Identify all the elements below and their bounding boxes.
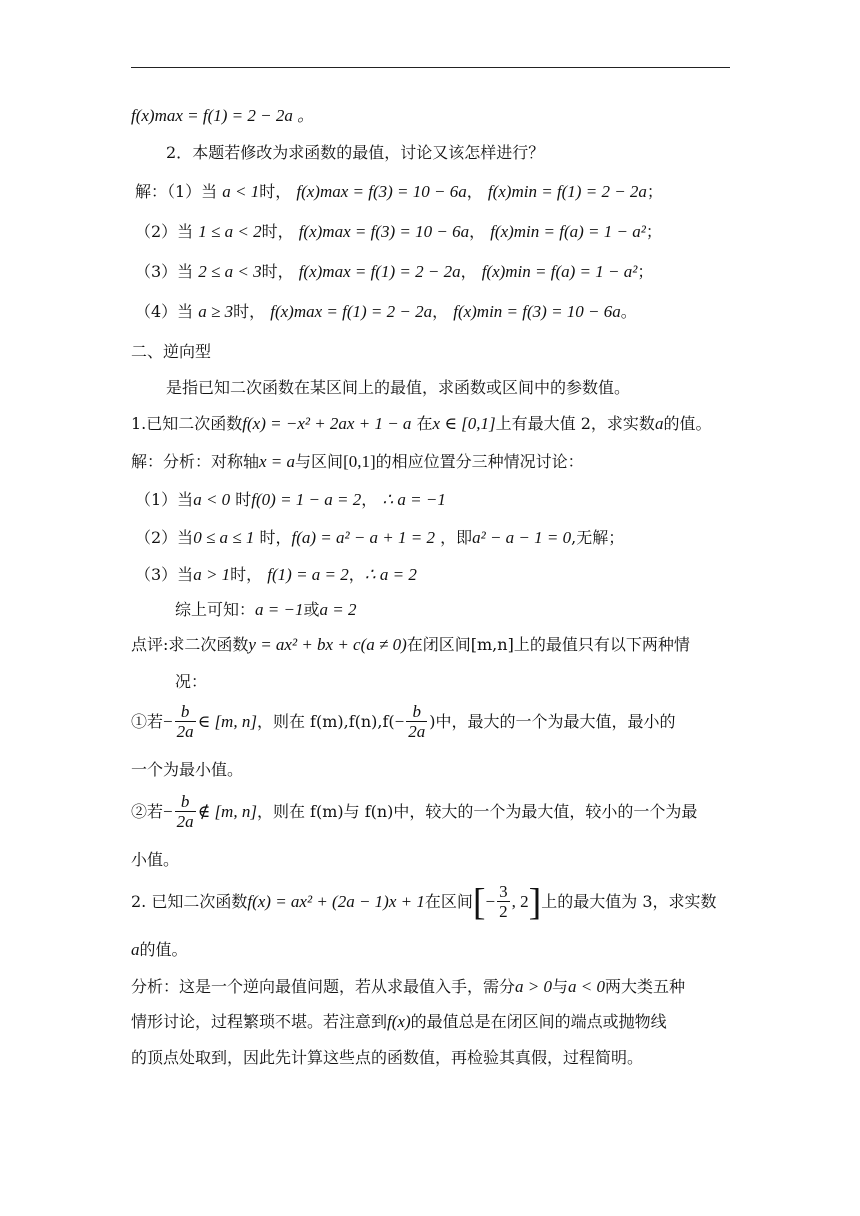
formula-min: f(x)min = f(a) = 1 − a² bbox=[490, 222, 646, 241]
text: 与区间 bbox=[295, 452, 344, 471]
text: 。 bbox=[620, 302, 637, 321]
case-condition: a > 1 bbox=[193, 565, 231, 584]
case-label: （3）当 bbox=[135, 262, 194, 281]
text: 况： bbox=[175, 672, 208, 691]
case-condition: a < 0 bbox=[193, 490, 231, 509]
minus-sign: − bbox=[163, 712, 173, 731]
section-title: 二、逆向型 bbox=[131, 342, 212, 361]
text-line-3 bbox=[135, 180, 663, 204]
formula: [0,1] bbox=[343, 452, 376, 471]
minus-sign: − bbox=[485, 892, 496, 911]
text: 上的最大值为 3，求实数 bbox=[541, 892, 717, 911]
text-line-10 bbox=[131, 450, 584, 474]
formula: a = 2 bbox=[319, 600, 357, 619]
fraction-b-2a bbox=[175, 793, 196, 832]
text: ，则在 f(m),f(n),f( bbox=[256, 712, 395, 731]
numerator: b bbox=[175, 703, 196, 722]
formula: f(1) = a = 2 bbox=[267, 565, 349, 584]
denominator: 2a bbox=[176, 722, 194, 741]
text: 解：分析：对称轴 bbox=[131, 452, 260, 471]
formula-max: f(x)max = f(1) = 2 − 2a bbox=[270, 302, 433, 321]
case-condition: 1 ≤ a < 2 bbox=[198, 222, 262, 241]
text: ； bbox=[645, 222, 662, 241]
text: 综上可知： bbox=[175, 600, 256, 619]
variable: a bbox=[654, 414, 664, 433]
text: ， bbox=[469, 222, 486, 241]
text-line-24 bbox=[131, 1010, 667, 1034]
text-line-17 bbox=[131, 702, 676, 742]
case-label: （4）当 bbox=[135, 302, 194, 321]
right-bracket: ] bbox=[528, 881, 542, 924]
text: ， bbox=[466, 182, 483, 201]
text: 的值。 bbox=[139, 940, 188, 959]
text: 的相应位置分三种情况讨论： bbox=[375, 452, 584, 471]
text: ， bbox=[460, 262, 477, 281]
left-bracket: [ bbox=[472, 881, 486, 924]
text-line-22 bbox=[131, 938, 188, 962]
fraction-b-2a bbox=[406, 703, 427, 742]
text-line-25 bbox=[131, 1046, 643, 1070]
text: 分析：这是一个逆向最值问题，若从求最值入手，需分 bbox=[131, 977, 516, 996]
denominator: 2a bbox=[176, 812, 194, 831]
formula: y = ax² + bx + c(a ≠ 0) bbox=[248, 635, 407, 654]
text: 或 bbox=[303, 600, 320, 619]
text: ， bbox=[361, 490, 378, 509]
text-line-21 bbox=[131, 880, 717, 924]
case-label: （1）当 bbox=[135, 490, 194, 509]
text: 情形讨论，过程繁琐不堪。若注意到 bbox=[131, 1012, 388, 1031]
case-label: （2）当 bbox=[135, 528, 194, 547]
case-label: 解：（1）当 bbox=[135, 182, 218, 201]
text: 与 bbox=[552, 977, 569, 996]
formula: f(x) = −x² + 2ax + 1 − a bbox=[242, 414, 412, 433]
numerator: b bbox=[406, 703, 427, 722]
formula: f(x) = ax² + (2a − 1)x + 1 bbox=[247, 892, 425, 911]
numerator: 3 bbox=[499, 882, 508, 901]
case-condition: 2 ≤ a < 3 bbox=[198, 262, 262, 281]
numerator: b bbox=[175, 793, 196, 812]
formula-min: f(x)min = f(3) = 10 − 6a bbox=[453, 302, 621, 321]
paragraph: 是指已知二次函数在某区间上的最值，求函数或区间中的参数值。 bbox=[166, 378, 631, 397]
text-line-23 bbox=[131, 975, 685, 999]
text-line-15 bbox=[131, 633, 690, 657]
text: 一个为最小值。 bbox=[131, 760, 244, 779]
text-line-6 bbox=[135, 300, 637, 324]
text: ，即 bbox=[440, 528, 473, 547]
text-line-9 bbox=[131, 412, 711, 436]
text-line-13 bbox=[135, 563, 417, 587]
text: 的值。 bbox=[663, 414, 712, 433]
text: 点评:求二次函数 bbox=[131, 635, 249, 654]
question-text: 本题若修改为求函数的最值，讨论又该怎样进行？ bbox=[192, 143, 545, 162]
text: 时， bbox=[259, 182, 292, 201]
fraction-3-2 bbox=[497, 883, 510, 922]
text: 两大类五种 bbox=[605, 977, 686, 996]
formula: x ∈ [0,1] bbox=[432, 414, 496, 433]
text: 在 bbox=[416, 414, 433, 433]
text-line-4 bbox=[135, 220, 662, 244]
header-rule bbox=[131, 67, 730, 68]
denominator: 2a bbox=[408, 722, 426, 741]
minus-sign: − bbox=[163, 802, 173, 821]
section-heading bbox=[131, 340, 211, 364]
text: ； bbox=[637, 262, 654, 281]
text: ①若 bbox=[131, 712, 164, 731]
interval-end: , 2 bbox=[511, 892, 529, 911]
text: 小值。 bbox=[131, 850, 180, 869]
text: 1.已知二次函数 bbox=[131, 414, 243, 433]
text: 的顶点处取到，因此先计算这些点的函数值，再检验其真假，过程简明。 bbox=[131, 1048, 644, 1067]
text-line-20 bbox=[131, 848, 179, 872]
text-line-16 bbox=[175, 670, 207, 694]
text: ， bbox=[348, 565, 365, 584]
formula: ∴ a = −1 bbox=[382, 490, 446, 509]
text: 时 bbox=[235, 490, 252, 509]
variable: a bbox=[131, 940, 140, 959]
formula: a > 0 bbox=[515, 977, 552, 996]
fraction-b-2a bbox=[175, 703, 196, 742]
text: ， bbox=[432, 302, 449, 321]
text-line-18 bbox=[131, 758, 243, 782]
text: ，则在 f(m)与 f(n)中，较大的一个为最大值，较小的一个为最 bbox=[256, 802, 698, 821]
text: ； bbox=[646, 182, 663, 201]
text: 上有最大值 2，求实数 bbox=[495, 414, 655, 433]
text: ,无解； bbox=[571, 528, 625, 547]
text: 时， bbox=[230, 565, 263, 584]
text: )中，最大的一个为最大值，最小的 bbox=[429, 712, 676, 731]
text-line-19 bbox=[131, 792, 697, 832]
text-line-14 bbox=[175, 598, 356, 622]
formula: a² − a − 1 = 0 bbox=[472, 528, 572, 547]
formula: f(0) = 1 − a = 2 bbox=[251, 490, 362, 509]
text: 的最值总是在闭区间的端点或抛物线 bbox=[410, 1012, 667, 1031]
text: 时， bbox=[233, 302, 266, 321]
interval-non-membership: ∉ [m, n] bbox=[197, 802, 257, 821]
text-line-5 bbox=[135, 260, 653, 284]
text-line-12 bbox=[135, 526, 624, 550]
text-line-8 bbox=[166, 376, 630, 400]
text-line-1 bbox=[131, 104, 314, 128]
formula-max: f(x)max = f(1) = 2 − 2a bbox=[298, 262, 461, 281]
formula: ∴ a = 2 bbox=[364, 565, 417, 584]
text: 时， bbox=[259, 528, 292, 547]
case-condition: a ≥ 3 bbox=[198, 302, 234, 321]
text: 2. 已知二次函数 bbox=[131, 892, 248, 911]
formula: a = −1 bbox=[255, 600, 304, 619]
text: ②若 bbox=[131, 802, 164, 821]
text-line-2 bbox=[166, 141, 544, 165]
formula-min: f(x)min = f(a) = 1 − a² bbox=[481, 262, 638, 281]
item-number: 2． bbox=[166, 143, 193, 162]
formula-min: f(x)min = f(1) = 2 − 2a bbox=[487, 182, 647, 201]
case-label: （2）当 bbox=[135, 222, 194, 241]
formula: x = a bbox=[259, 452, 296, 471]
formula-max: f(x)max = f(3) = 10 − 6a bbox=[296, 182, 467, 201]
case-label: （3）当 bbox=[135, 565, 194, 584]
formula: f(x) bbox=[387, 1012, 411, 1031]
text-line-11 bbox=[135, 488, 446, 512]
interval-membership: ∈ [m, n] bbox=[197, 712, 257, 731]
case-condition: 0 ≤ a ≤ 1 bbox=[193, 528, 255, 547]
text: 时， bbox=[261, 262, 294, 281]
text: 在区间 bbox=[424, 892, 473, 911]
text: 在闭区间[m,n]上的最值只有以下两种情 bbox=[406, 635, 690, 654]
formula-fmax: f(x)max = f(1) = 2 − 2a 。 bbox=[131, 106, 315, 125]
formula-max: f(x)max = f(3) = 10 − 6a bbox=[298, 222, 470, 241]
formula: f(a) = a² − a + 1 = 2 bbox=[291, 528, 435, 547]
case-condition: a < 1 bbox=[222, 182, 260, 201]
text: 时， bbox=[261, 222, 294, 241]
denominator: 2 bbox=[499, 902, 508, 921]
minus-sign: − bbox=[394, 712, 405, 731]
formula: a < 0 bbox=[568, 977, 605, 996]
